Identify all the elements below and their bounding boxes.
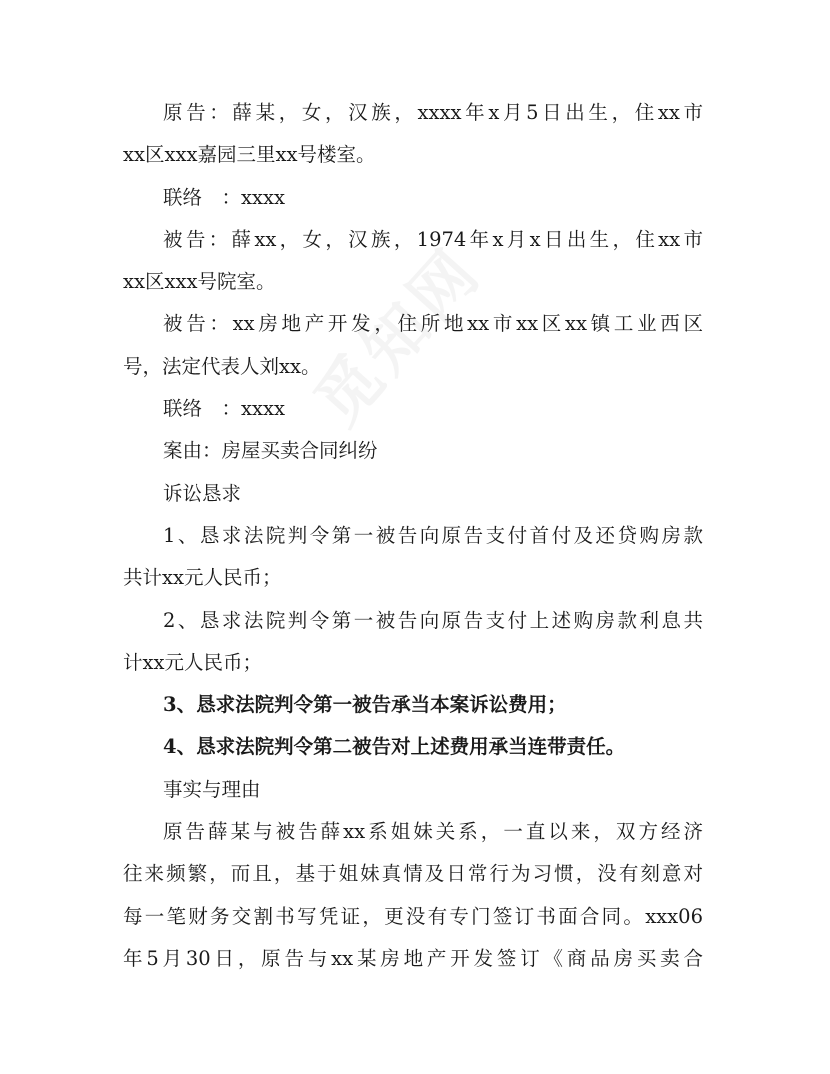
text-line: 诉讼恳求 <box>163 481 242 505</box>
text-line: 3、恳求法院判令第一被告承当本案诉讼费用； <box>163 693 567 717</box>
text-line: 联络 ：xxxx <box>163 185 285 209</box>
text-line: 事实与理由 <box>163 777 261 801</box>
text-line: 被告：xx房地产开发，住所地xx市xx区xx镇工业西区 <box>163 312 703 336</box>
text-line: 号，法定代表人刘xx。 <box>123 354 321 378</box>
text-line: 1、恳求法院判令第一被告向原告支付首付及还贷购房款 <box>163 523 703 547</box>
text-line: 计xx元人民币； <box>123 650 262 674</box>
text-line: 原告薛某与被告薛xx系姐妹关系，一直以来，双方经济 <box>163 820 703 844</box>
text-line: 往来频繁，而且，基于姐妹真情及日常行为习惯，没有刻意对 <box>123 862 703 886</box>
text-line: 原告：薛某，女，汉族，xxxx年x月5日出生，住xx市 <box>163 101 703 124</box>
text-line: 4、恳求法院判令第二被告对上述费用承当连带责任。 <box>163 735 626 759</box>
text-line: xx区xxx嘉园三里xx号楼室。 <box>123 143 376 167</box>
text-line: 共计xx元人民币； <box>123 566 282 590</box>
text-line: 联络 ：xxxx <box>163 397 285 421</box>
text-line: 2、恳求法院判令第一被告向原告支付上述购房款利息共 <box>163 608 703 632</box>
text-line: 年5月30日，原告与xx某房地产开发签订《商品房买卖合 <box>123 946 703 970</box>
text-line: 每一笔财务交割书写凭证，更没有专门签订书面合同。xxx06 <box>123 904 703 928</box>
text-line: xx区xxx号院室。 <box>123 270 276 294</box>
text-line: 案由：房屋买卖合同纠纷 <box>163 439 378 463</box>
document-body <box>123 92 703 980</box>
text-line: 被告：薛xx，女，汉族，1974年x月x日出生，住xx市 <box>163 227 703 251</box>
